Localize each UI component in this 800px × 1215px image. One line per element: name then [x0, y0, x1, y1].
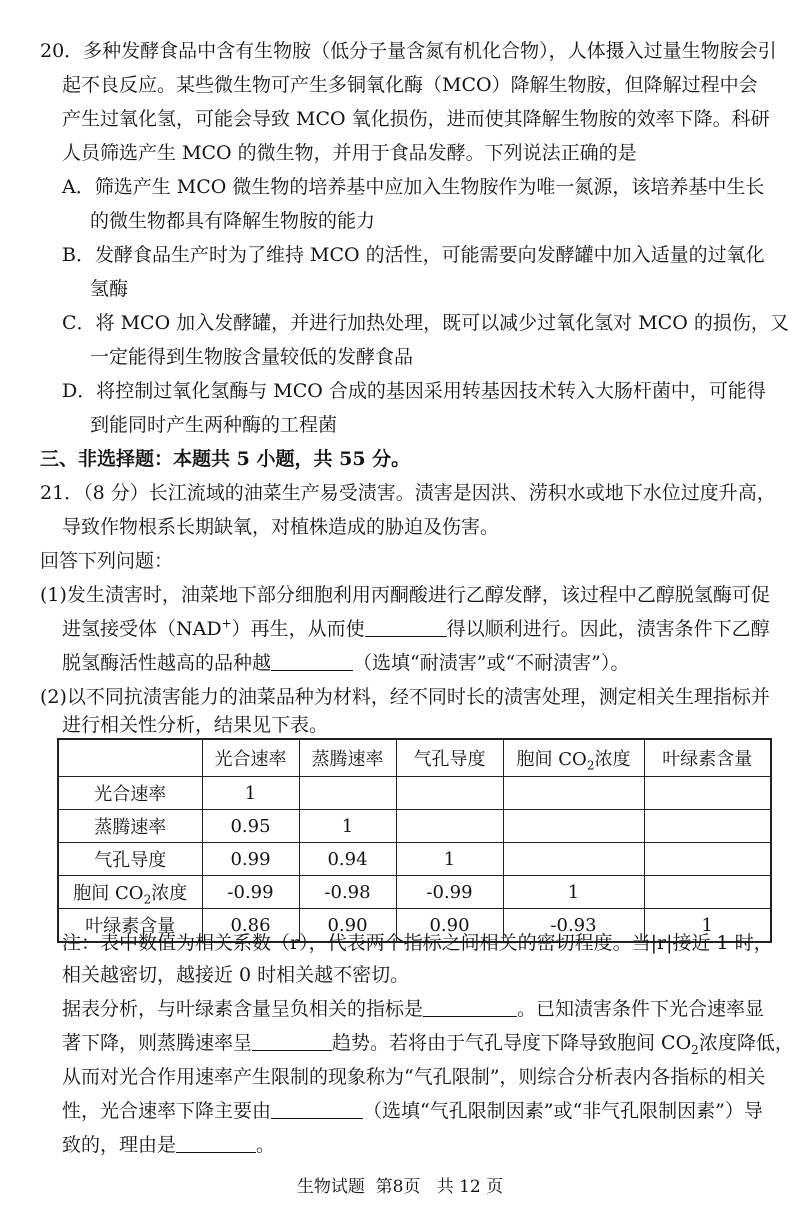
analysis-line: 致的，理由是 。 [62, 1134, 276, 1156]
row-label: 胞间 $CO_2$浓度 [58, 876, 202, 909]
footer-subject: 生物试题 [296, 1177, 365, 1197]
table-cell: 0.94 [299, 843, 396, 876]
q20-stem-line: 起不良反应。某些微生物可产生多铜氧化酶（MCO）降解生物胺，但降解过程中会 [62, 74, 758, 96]
footer-page-number: 第8页 [375, 1177, 421, 1197]
table-header-cell: 光合速率 [202, 739, 299, 777]
table-cell: -0.93 [503, 909, 644, 943]
q20-option-d-cont: 到能同时产生两种酶的工程菌 [90, 414, 338, 436]
q20-option-b: B．发酵食品生产时为了维持 MCO 的活性，可能需要向发酵罐中加入适量的过氧化 [62, 244, 765, 266]
q20-option-d: D．将控制过氧化氢酶与 MCO 合成的基因采用转基因技术转入大肠杆菌中，可能得 [62, 380, 766, 402]
table-cell [644, 810, 771, 843]
q21-prompt: 回答下列问题： [40, 550, 174, 572]
q21-part1-line: 进氢接受体（NAD+）再生，从而使 得以顺利进行。因此，渍害条件下乙醇 [62, 616, 770, 640]
answer-blank[interactable] [176, 1134, 256, 1153]
answer-blank[interactable] [423, 998, 517, 1017]
table-header-row [58, 739, 771, 777]
table-cell [396, 777, 503, 810]
row-label: 气孔导度 [58, 843, 202, 876]
table-cell: 1 [503, 876, 644, 909]
q21-part1-line: (1)发生渍害时，油菜地下部分细胞利用丙酮酸进行乙醇发酵，该过程中乙醇脱氢酶可促 [40, 584, 770, 606]
table-cell: 0.90 [396, 909, 503, 943]
table-cell [299, 777, 396, 810]
table-row [58, 777, 771, 810]
table-cell: 1 [202, 777, 299, 810]
q20-option-c-cont: 一定能得到生物胺含量较低的发酵食品 [90, 346, 414, 368]
table-cell [503, 843, 644, 876]
analysis-line: 著下降，则蒸腾速率呈 趋势。若将由于气孔导度下降导致胞间 $CO_2$浓度降低， [62, 1032, 794, 1057]
q20-option-a-cont: 的微生物都具有降解生物胺的能力 [90, 210, 376, 232]
answer-blank[interactable] [365, 618, 447, 637]
table-cell [503, 810, 644, 843]
row-label: 光合速率 [58, 777, 202, 810]
analysis-line: 从而对光合作用速率产生限制的现象称为“气孔限制”，则综合分析表内各指标的相关 [62, 1066, 766, 1088]
q21-stem-line: 21．（8 分）长江流域的油菜生产易受渍害。渍害是因洪、涝积水或地下水位过度升高， [40, 482, 776, 504]
q21-stem-line: 导致作物根系长期缺氧，对植株造成的胁迫及伤害。 [62, 516, 500, 538]
table-row [58, 843, 771, 876]
table-cell: 1 [299, 810, 396, 843]
table-row [58, 876, 771, 909]
table-note-line: 相关越密切，越接近 0 时相关越不密切。 [62, 964, 410, 986]
row-label: 叶绿素含量 [58, 909, 202, 943]
analysis-line: 性，光合速率下降主要由 （选填“气孔限制因素”或“非气孔限制因素”）导 [62, 1100, 763, 1122]
table-header-cell: 蒸腾速率 [299, 739, 396, 777]
table-cell: 1 [396, 843, 503, 876]
answer-blank[interactable] [271, 652, 353, 671]
table-cell: 0.90 [299, 909, 396, 943]
table-cell: 0.86 [202, 909, 299, 943]
table-cell: 0.95 [202, 810, 299, 843]
q21-part2-line: 进行相关性分析，结果见下表。 [62, 714, 329, 736]
footer-total-pages: 共 12 页 [436, 1177, 504, 1197]
table-header-cell: 气孔导度 [396, 739, 503, 777]
q20-option-b-cont: 氢酶 [90, 278, 129, 300]
analysis-line: 据表分析，与叶绿素含量呈负相关的指标是 。已知渍害条件下光合速率显 [62, 998, 765, 1020]
answer-blank[interactable] [271, 1100, 363, 1119]
table-cell: 1 [644, 909, 771, 943]
table-cell [644, 876, 771, 909]
q20-stem-line: 产生过氧化氢，可能会导致 MCO 氧化损伤，进而使其降解生物胺的效率下降。科研 [62, 108, 770, 130]
q20-stem-line: 人员筛选产生 MCO 的微生物，并用于食品发酵。下列说法正确的是 [62, 142, 637, 164]
correlation-table [57, 738, 772, 943]
row-label: 蒸腾速率 [58, 810, 202, 843]
table-cell [396, 810, 503, 843]
table-header-cell: 胞间 $CO_2$浓度 [503, 739, 644, 777]
q21-part1-line: 脱氢酶活性越高的品种越 （选填“耐渍害”或“不耐渍害”）。 [62, 652, 630, 674]
table-cell [503, 777, 644, 810]
table-cell [644, 777, 771, 810]
table-header-cell: 叶绿素含量 [644, 739, 771, 777]
q20-option-a: A．筛选产生 MCO 微生物的培养基中应加入生物胺作为唯一氮源，该培养基中生长 [62, 176, 765, 198]
table-cell: -0.98 [299, 876, 396, 909]
table-note-line: 注：表中数值为相关系数（r），代表两个指标之间相关的密切程度。当|r|接近 1 时， [62, 932, 773, 954]
table-row [58, 810, 771, 843]
q20-option-c: C．将 MCO 加入发酵罐，并进行加热处理，既可以减少过氧化氢对 MCO 的损伤，又 [62, 312, 789, 334]
section-heading: 三、非选择题：本题共 5 小题，共 55 分。 [40, 448, 411, 470]
page-footer [0, 1172, 800, 1197]
table-cell [644, 843, 771, 876]
table-cell: -0.99 [396, 876, 503, 909]
q20-stem-line: 20．多种发酵食品中含有生物胺（低分子量含氮有机化合物），人体摄入过量生物胺会引 [40, 40, 777, 62]
table-cell: 0.99 [202, 843, 299, 876]
table-header-cell [58, 739, 202, 777]
table-cell: -0.99 [202, 876, 299, 909]
answer-blank[interactable] [252, 1032, 332, 1051]
q21-part2-line: (2)以不同抗渍害能力的油菜品种为材料，经不同时长的渍害处理，测定相关生理指标并 [40, 686, 770, 708]
